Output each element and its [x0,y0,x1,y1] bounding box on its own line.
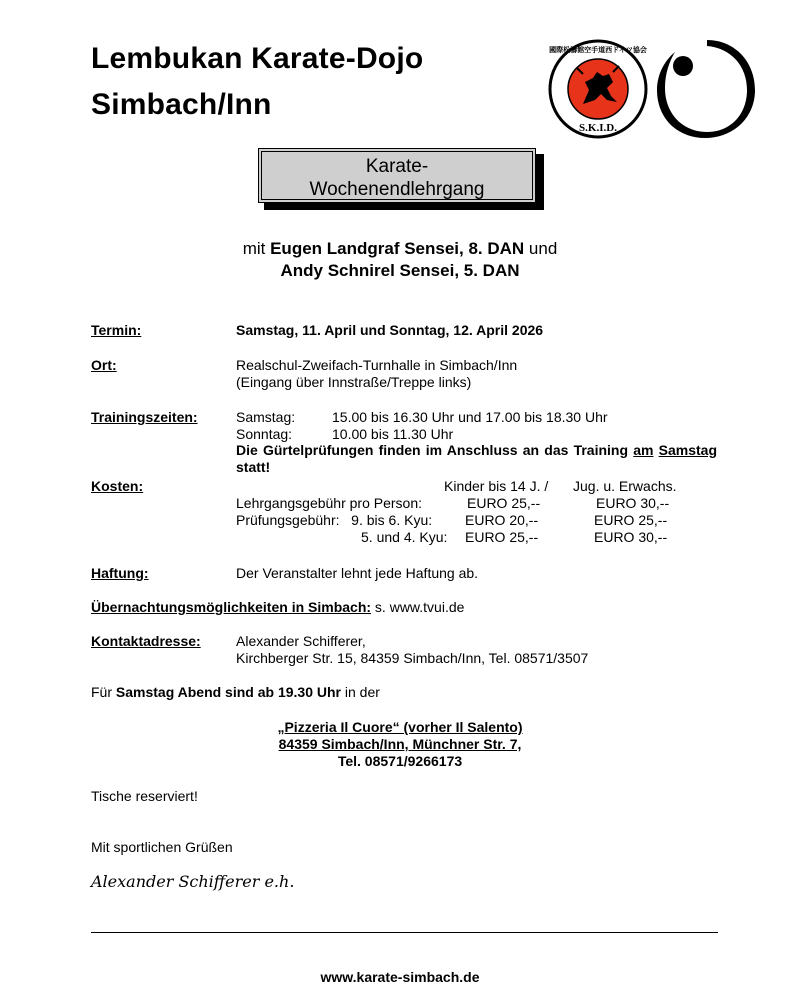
training-sat-day: Samstag: [236,409,296,425]
tables-reserved: Tische reserviert! [91,788,198,804]
kosten-row3-adults: EURO 30,-- [594,529,668,545]
intro-line-2 [0,260,800,282]
training-sat-time: 15.00 bis 16.30 Uhr und 17.00 bis 18.30 Uhr [332,409,608,425]
heading-line-1: Karate- [365,156,429,177]
kosten-row1-kids: EURO 25,-- [467,495,541,511]
restaurant-phone: Tel. 08571/9266173 [337,753,463,769]
uebernachtung-value: s. www.tvui.de [371,599,465,615]
abend-bold: Samstag Abend sind ab 19.30 Uhr [115,684,341,700]
intro-prefix: mit [242,239,271,258]
haftung-value: Der Veranstalter lehnt jede Haftung ab. [236,565,479,581]
kontakt-line-1: Alexander Schifferer, [236,633,366,649]
training-note-samstag: Samstag [658,442,717,458]
ort-line-1: Realschul-Zweifach-Turnhalle in Simbach/Inn [236,357,518,373]
uebernachtung-label: Übernachtungsmöglichkeiten in Simbach: [91,599,372,615]
intro-connector: und [524,239,558,258]
training-sun-time: 10.00 bis 11.30 Uhr [332,426,454,442]
kosten-row3-kids: EURO 25,-- [465,529,539,545]
training-label: Trainingszeiten: [91,409,198,425]
kosten-row2-kids: EURO 20,-- [465,512,539,528]
title-line-1: Lembukan Karate-Dojo [91,42,424,75]
abend-line [91,684,380,700]
kosten-row1-adults: EURO 30,-- [596,495,670,511]
training-note-am: am [633,442,654,458]
kosten-col1-header: Kinder bis 14 J. / [444,478,549,494]
skid-logo [547,38,649,140]
trainer-1: Eugen Landgraf Sensei, 8. DAN [270,239,525,258]
abend-prefix: Für [91,684,116,700]
training-note-end: statt! [236,459,271,475]
kontakt-label: Kontaktadresse: [91,633,201,649]
skid-logo-kanji: 國際松濤館空手道西ドイツ協会 [549,46,647,54]
training-note [236,442,717,476]
termin-label: Termin: [91,322,142,338]
termin-value: Samstag, 11. April und Sonntag, 12. April 2026 [236,322,544,338]
skid-logo-text: S.K.I.D. [579,122,617,134]
enso-logo [655,36,757,140]
kosten-row3-label: 5. und 4. Kyu: [361,529,448,545]
footer-website[interactable]: www.karate-simbach.de [320,969,480,985]
heading-box [258,148,536,203]
kosten-label: Kosten: [91,478,144,494]
abend-suffix: in der [341,684,380,700]
title-line-2: Simbach/Inn [91,88,272,121]
kosten-row1-label: Lehrgangsgebühr pro Person: [236,495,423,511]
kosten-col2-header: Jug. u. Erwachs. [573,478,677,494]
signature: Alexander Schifferer e.h. [91,872,295,891]
kontakt-line-2: Kirchberger Str. 15, 84359 Simbach/Inn, Tel. 08571/3507 [236,650,589,666]
footer-divider [91,932,718,933]
haftung-label: Haftung: [91,565,149,581]
training-note-text: Die Gürtelprüfungen finden im Anschluss an das Training [236,442,629,458]
greeting: Mit sportlichen Grüßen [91,839,233,855]
ort-line-2: (Eingang über Innstraße/Treppe links) [236,374,472,390]
kosten-row2-label: Prüfungsgebühr: 9. bis 6. Kyu: [236,512,433,528]
uebernachtung-line [91,599,464,615]
restaurant-name: „Pizzeria Il Cuore“ (vorher Il Salento) [277,719,523,735]
training-sun-day: Sonntag: [236,426,293,442]
heading-line-2: Wochenendlehrgang [309,179,485,200]
ort-label: Ort: [91,357,117,373]
restaurant-address: 84359 Simbach/Inn, Münchner Str. 7, [278,736,522,752]
restaurant-block [0,719,800,770]
intro-line-1 [0,238,800,260]
trainer-2: Andy Schnirel Sensei, 5. DAN [280,261,520,280]
kosten-row2-adults: EURO 25,-- [594,512,668,528]
